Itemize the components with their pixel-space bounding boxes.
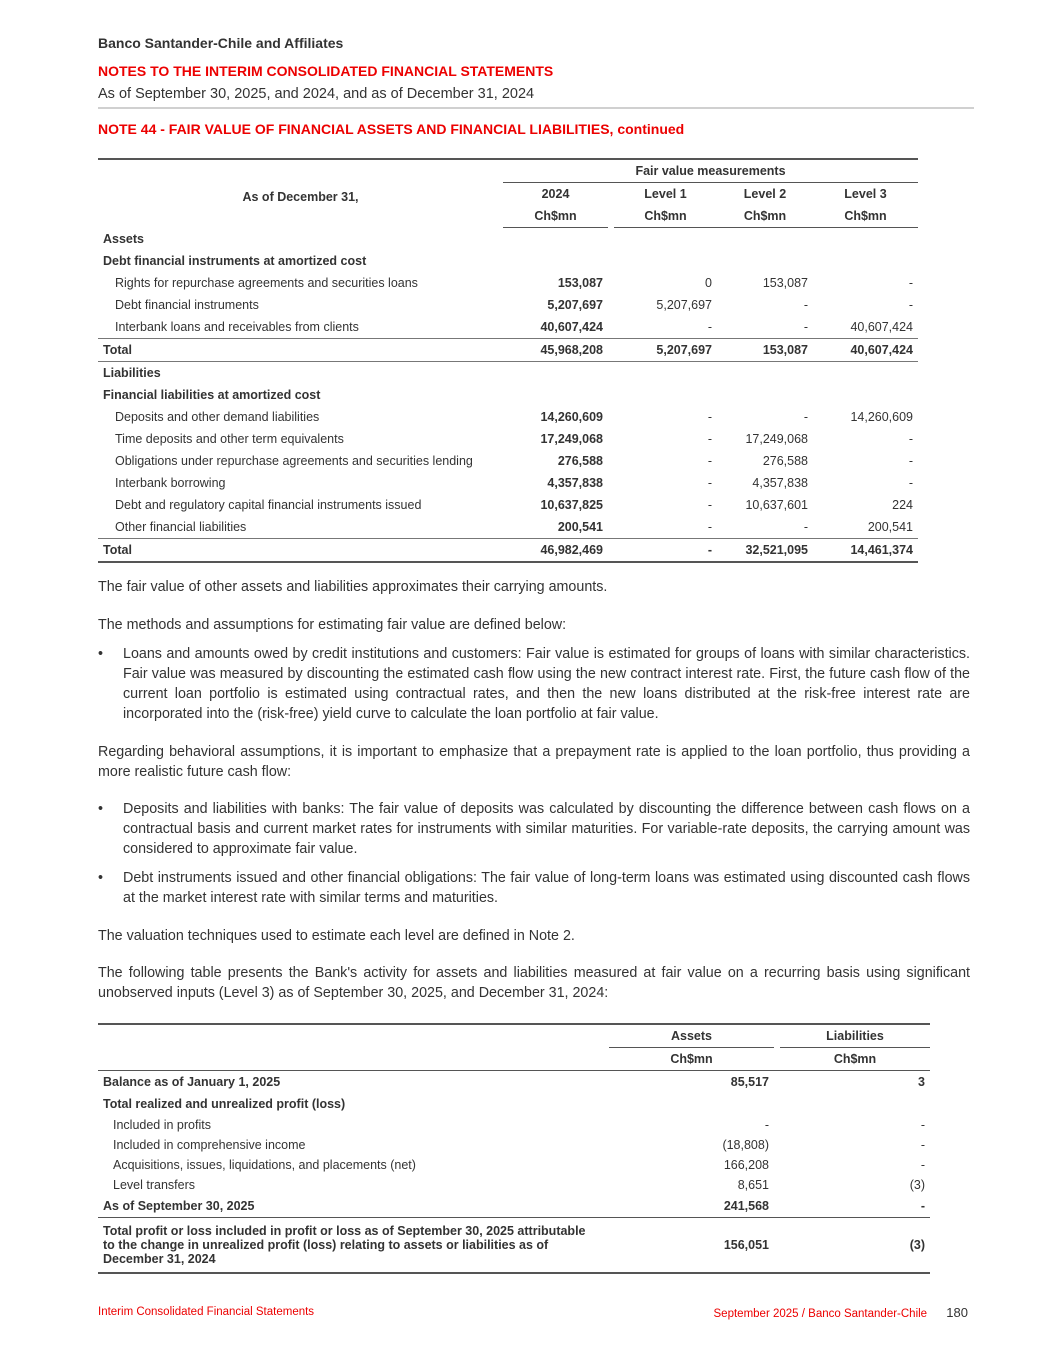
bullet-dot: •: [98, 646, 104, 662]
cell-level3: 14,461,374: [813, 539, 918, 563]
col-header-level1: Level 1: [644, 187, 687, 201]
table-header-row: [98, 159, 918, 183]
table-row: [98, 1175, 930, 1195]
header-divider: [98, 107, 974, 109]
bullet-dot: •: [98, 801, 104, 817]
bullet-dot: •: [98, 870, 104, 886]
cell-2024: 46,982,469: [503, 539, 608, 563]
col-header-liabilities: Liabilities: [780, 1024, 930, 1048]
table-row: [98, 450, 918, 472]
section-label: Total realized and unrealized profit (loss): [103, 1097, 346, 1111]
cell-level1: -: [707, 520, 712, 534]
cell-level2: 10,637,601: [745, 498, 808, 512]
cell-level1: 0: [705, 276, 712, 290]
table-row: [98, 494, 918, 516]
cell-2024: 14,260,609: [540, 410, 603, 424]
unit-label: Ch$mn: [503, 205, 608, 228]
row-label: Debt financial instruments: [115, 298, 259, 312]
unit-label: Ch$mn: [614, 205, 717, 228]
table-row: [98, 1155, 930, 1175]
cell-level1: 5,207,697: [614, 339, 717, 362]
cell-level1: -: [707, 410, 712, 424]
paragraph: Regarding behavioral assumptions, it is important to emphasize that a prepayment rate is applied to the loan portfolio, thus providing a more realistic future cash flow:: [98, 744, 970, 780]
bullet-item: [98, 799, 970, 859]
table-row: [98, 516, 918, 539]
cell-assets: 241,568: [723, 1199, 769, 1213]
bullet-text: Deposits and liabilities with banks: The fair value of deposits was calculated by discounting the difference between cash flows on a contractual basis and current market rates for instruments with similar maturities. For variable-rate deposits, the carrying amount was considered to approximate fair value.: [123, 801, 970, 857]
paragraph: The valuation techniques used to estimate each level are defined in Note 2.: [98, 928, 575, 944]
cell-liabilities: -: [920, 1199, 925, 1213]
assets-label: Assets: [103, 232, 144, 246]
table-row: [98, 1135, 930, 1155]
table-row: [98, 294, 918, 316]
cell-2024: 276,588: [557, 454, 603, 468]
cell-level2: -: [803, 320, 808, 334]
subsection-row: [98, 1093, 930, 1115]
footer-right: [714, 1305, 968, 1320]
cell-liabilities: -: [920, 1118, 925, 1132]
cell-level3: 200,541: [867, 520, 913, 534]
assets-subsection: Debt financial instruments at amortized cost: [103, 254, 367, 268]
footer-separator: /: [801, 1308, 805, 1320]
total-row: [98, 339, 918, 362]
note-title: NOTE 44 - FAIR VALUE OF FINANCIAL ASSETS AND FINANCIAL LIABILITIES, continued: [98, 121, 685, 137]
cell-level2: 276,588: [762, 454, 808, 468]
level3-activity-table: [98, 1023, 930, 1274]
table-row: [98, 472, 918, 494]
cell-liabilities: (3): [909, 1178, 925, 1192]
paragraph: The following table presents the Bank's activity for assets and liabilities measured at fair value on a recurring basis using significant unobserved inputs (Level 3) as of September 30, 2025, and December 31, 2024:: [98, 965, 970, 1001]
cell-level2: 4,357,838: [752, 476, 808, 490]
cell-liabilities: (3): [909, 1238, 925, 1252]
cell-2024: 5,207,697: [547, 298, 603, 312]
cell-2024: 4,357,838: [547, 476, 603, 490]
table-row: [98, 1195, 930, 1218]
cell-2024: 45,968,208: [503, 339, 608, 362]
cell-level2: -: [803, 520, 808, 534]
cell-level2: 153,087: [717, 339, 813, 362]
cell-assets: 156,051: [723, 1238, 769, 1252]
row-label: Total: [98, 339, 503, 362]
cell-assets: 166,208: [723, 1158, 769, 1172]
row-label: Other financial liabilities: [115, 520, 247, 534]
total-row: [98, 1218, 930, 1274]
cell-level3: 40,607,424: [813, 339, 918, 362]
subsection-row: [98, 384, 918, 406]
cell-level2: -: [803, 410, 808, 424]
cell-level1: -: [707, 454, 712, 468]
row-label: Interbank loans and receivables from clients: [115, 320, 359, 334]
liabilities-subsection: Financial liabilities at amortized cost: [103, 388, 321, 402]
cell-level2: -: [803, 298, 808, 312]
row-label: Total: [98, 539, 503, 563]
subsection-row: [98, 250, 918, 272]
unit-label: Ch$mn: [717, 205, 813, 228]
unit-label: Ch$mn: [833, 1052, 877, 1066]
cell-level1: 5,207,697: [656, 298, 712, 312]
row-label: Included in comprehensive income: [113, 1138, 306, 1152]
footer-left: Interim Consolidated Financial Statements: [98, 1306, 315, 1318]
footer-bank: Banco Santander-Chile: [808, 1308, 928, 1320]
cell-liabilities: -: [920, 1158, 925, 1172]
bullet-text: Debt instruments issued and other financial obligations: The fair value of long-term loans was estimated using discounted cash flows at the market interest rate with similar terms and maturities.: [123, 870, 970, 906]
cell-level2: 17,249,068: [745, 432, 808, 446]
bullet-text: Loans and amounts owed by credit institutions and customers: Fair value is estimated for groups of loans with similar characteristics. Fair value was measured by discounting the estimated cash flow using the new contract interest rate. First, the future cash flow of the current loan portfolio is estimated using contractual rates, and then the new loans distributed at the risk-free interest rate are incorporated into the (risk-free) yield curve to calculate the loan portfolio at fair value.: [123, 646, 970, 722]
bullet-item: [98, 644, 970, 724]
cell-assets: (18,808): [722, 1138, 769, 1152]
cell-level3: 224: [892, 498, 913, 512]
row-label: Included in profits: [113, 1118, 211, 1132]
cell-level3: 40,607,424: [850, 320, 913, 334]
cell-2024: 40,607,424: [540, 320, 603, 334]
row-label: Time deposits and other term equivalents: [115, 432, 344, 446]
cell-liabilities: 3: [918, 1075, 925, 1089]
row-label: Rights for repurchase agreements and securities loans: [115, 276, 418, 290]
cell-level3: -: [908, 454, 913, 468]
group-header: Fair value measurements: [503, 159, 918, 183]
cell-level1: -: [707, 498, 712, 512]
cell-2024: 200,541: [557, 520, 603, 534]
cell-2024: 17,249,068: [540, 432, 603, 446]
fair-value-table: [98, 158, 918, 563]
table-header-row: [98, 1024, 930, 1048]
col-header-level2: Level 2: [743, 187, 787, 201]
row-label: Total profit or loss included in profit or loss as of September 30, 2025 attributable to the change in unrealized profit (loss) relating to assets or liabilities as of December 31, 2024: [103, 1224, 586, 1266]
liabilities-label: Liabilities: [103, 366, 161, 380]
unit-label: Ch$mn: [813, 205, 918, 228]
unit-label: Ch$mn: [670, 1052, 713, 1066]
col-header-2024: 2024: [541, 187, 570, 201]
cell-level3: -: [908, 476, 913, 490]
cell-level3: -: [908, 432, 913, 446]
row-label: Level transfers: [113, 1178, 195, 1192]
cell-level1: -: [614, 539, 717, 563]
table-row: [98, 1071, 930, 1094]
section-row: [98, 228, 918, 251]
cell-level1: -: [707, 476, 712, 490]
cell-level2: 153,087: [762, 276, 808, 290]
date-line: As of September 30, 2025, and 2024, and as of December 31, 2024: [98, 86, 535, 102]
table-row: [98, 428, 918, 450]
bullet-item: [98, 868, 970, 908]
cell-assets: -: [764, 1118, 769, 1132]
cell-assets: 8,651: [737, 1178, 769, 1192]
table-row: [98, 1115, 930, 1135]
table-unit-row: [98, 1048, 930, 1071]
cell-level1: -: [707, 432, 712, 446]
cell-2024: 153,087: [557, 276, 603, 290]
row-label: Interbank borrowing: [115, 476, 226, 490]
section-row: [98, 362, 918, 385]
paragraph: The methods and assumptions for estimating fair value are defined below:: [98, 617, 567, 633]
cell-level3: -: [908, 276, 913, 290]
page-number: 180: [946, 1305, 968, 1320]
table-row: [98, 272, 918, 294]
row-label: As of September 30, 2025: [103, 1199, 255, 1213]
table-row: [98, 406, 918, 428]
company-name: Banco Santander-Chile and Affiliates: [98, 35, 344, 51]
cell-level3: 14,260,609: [850, 410, 913, 424]
row-label-header: As of December 31,: [242, 190, 359, 204]
col-header-assets: Assets: [609, 1024, 774, 1048]
row-label: Acquisitions, issues, liquidations, and placements (net): [113, 1158, 416, 1172]
row-label: Debt and regulatory capital financial instruments issued: [115, 498, 422, 512]
row-label: Deposits and other demand liabilities: [115, 410, 320, 424]
paragraph: The fair value of other assets and liabilities approximates their carrying amounts.: [98, 579, 608, 595]
table-row: [98, 316, 918, 339]
col-header-level3: Level 3: [844, 187, 887, 201]
cell-level1: -: [707, 320, 712, 334]
cell-level2: 32,521,095: [717, 539, 813, 563]
row-label: Balance as of January 1, 2025: [103, 1075, 281, 1089]
footer-date: September 2025: [713, 1308, 799, 1320]
cell-2024: 10,637,825: [540, 498, 603, 512]
cell-liabilities: -: [920, 1138, 925, 1152]
total-row: [98, 539, 918, 563]
cell-assets: 85,517: [730, 1075, 769, 1089]
notes-title: NOTES TO THE INTERIM CONSOLIDATED FINANCIAL STATEMENTS: [98, 63, 554, 79]
row-label: Obligations under repurchase agreements and securities lending: [115, 454, 473, 468]
cell-level3: -: [908, 298, 913, 312]
